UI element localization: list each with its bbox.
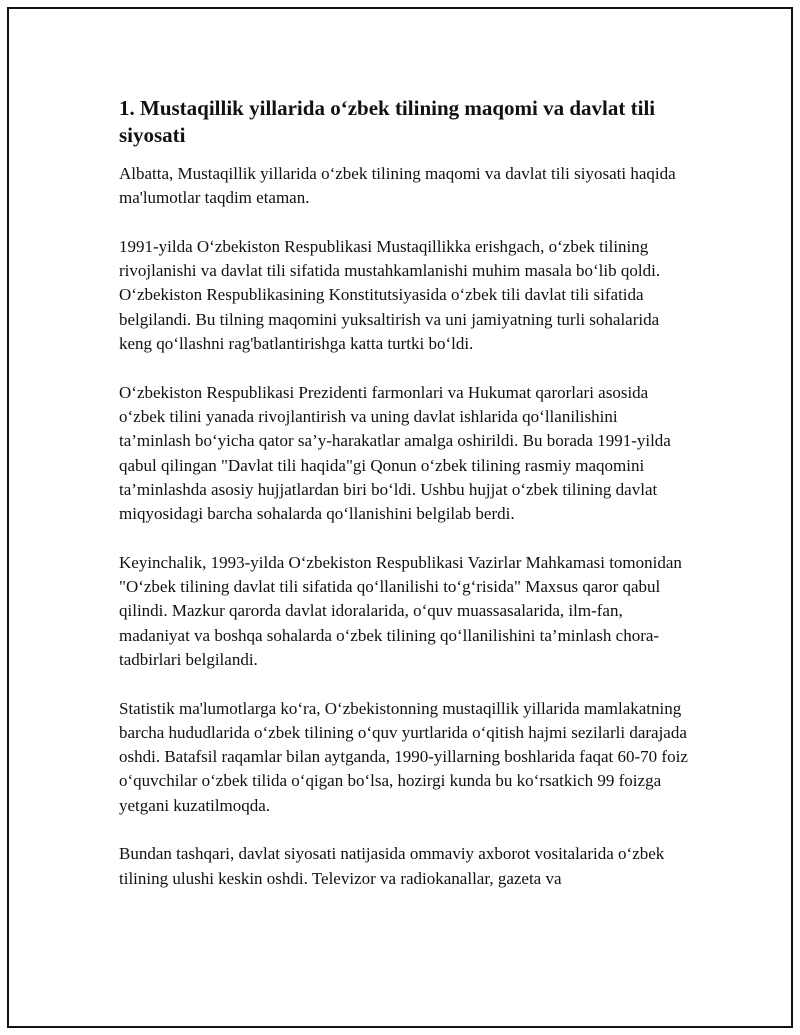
paragraph-intro: Albatta, Mustaqillik yillarida o‘zbek tilining maqomi va davlat tili siyosati haqida ma'lumotlar taqdim etaman.: [119, 164, 676, 208]
document-title: 1. Mustaqillik yillarida o‘zbek tilining maqomi va davlat tili siyosati: [119, 96, 656, 147]
document-body: [119, 95, 689, 915]
paragraph-1993-resolution: Keyinchalik, 1993-yilda O‘zbekiston Respublikasi Vazirlar Mahkamasi tomonidan "O‘zbek tilining davlat tili sifatida qo‘llanilishi to‘g‘risida" Maxsus qaror qabul qilindi. Mazkur qarorda davlat idoralarida, o‘quv muassasalarida, ilm-fan, madaniyat va boshqa sohalarda o‘zbek tilining qo‘llanilishini ta’minlash chora-tadbirlari belgilandi.: [119, 552, 682, 669]
paragraph-statistics: Statistik ma'lumotlarga ko‘ra, O‘zbekistonning mustaqillik yillarida mamlakatning barcha hududlarida o‘zbek tilining o‘quv yurtlarida o‘qitish hajmi sezilarli darajada oshdi. Batafsil raqamlar bilan aytganda, 1990-yillarning boshlarida faqat 60-70 foiz o‘quvchilar o‘zbek tilida o‘qigan bo‘lsa, hozirgi kunda bu ko‘rsatkich 99 foizga yetgani kuzatilmoqda.: [119, 698, 688, 815]
paragraph-state-language-law: O‘zbekiston Respublikasi Prezidenti farmonlari va Hukumat qarorlari asosida o‘zbek tilini yanada rivojlantirish va uning davlat ishlarida qo‘llanilishini ta’minlash bo‘yicha qator sa’y-harakatlar amalga oshirildi. Bu borada 1991-yilda qabul qilingan "Davlat tili haqida"gi Qonun o‘zbek tilining rasmiy maqomini ta’minlashda asosiy hujjatlardan biri bo‘ldi. Ushbu hujjat o‘zbek tilining davlat miqyosidagi barcha sohalarda qo‘llanishini belgilab berdi.: [119, 382, 671, 524]
page-frame: [7, 7, 793, 1028]
paragraph-mass-media: Bundan tashqari, davlat siyosati natijasida ommaviy axborot vositalarida o‘zbek tilining ulushi keskin oshdi. Televizor va radiokanallar, gazeta va: [119, 844, 665, 888]
paragraph-1991-independence: 1991-yilda O‘zbekiston Respublikasi Mustaqillikka erishgach, o‘zbek tilining rivojlanishi va davlat tili sifatida mustahkamlanishi muhim masala bo‘lib qoldi. O‘zbekiston Respublikasining Konstitutsiyasida o‘zbek tili davlat tili sifatida belgilandi. Bu tilning maqomini yuksaltirish va uni jamiyatning turli sohalarida keng qo‘llashni rag'batlantirishga katta turtki bo‘ldi.: [119, 236, 661, 354]
